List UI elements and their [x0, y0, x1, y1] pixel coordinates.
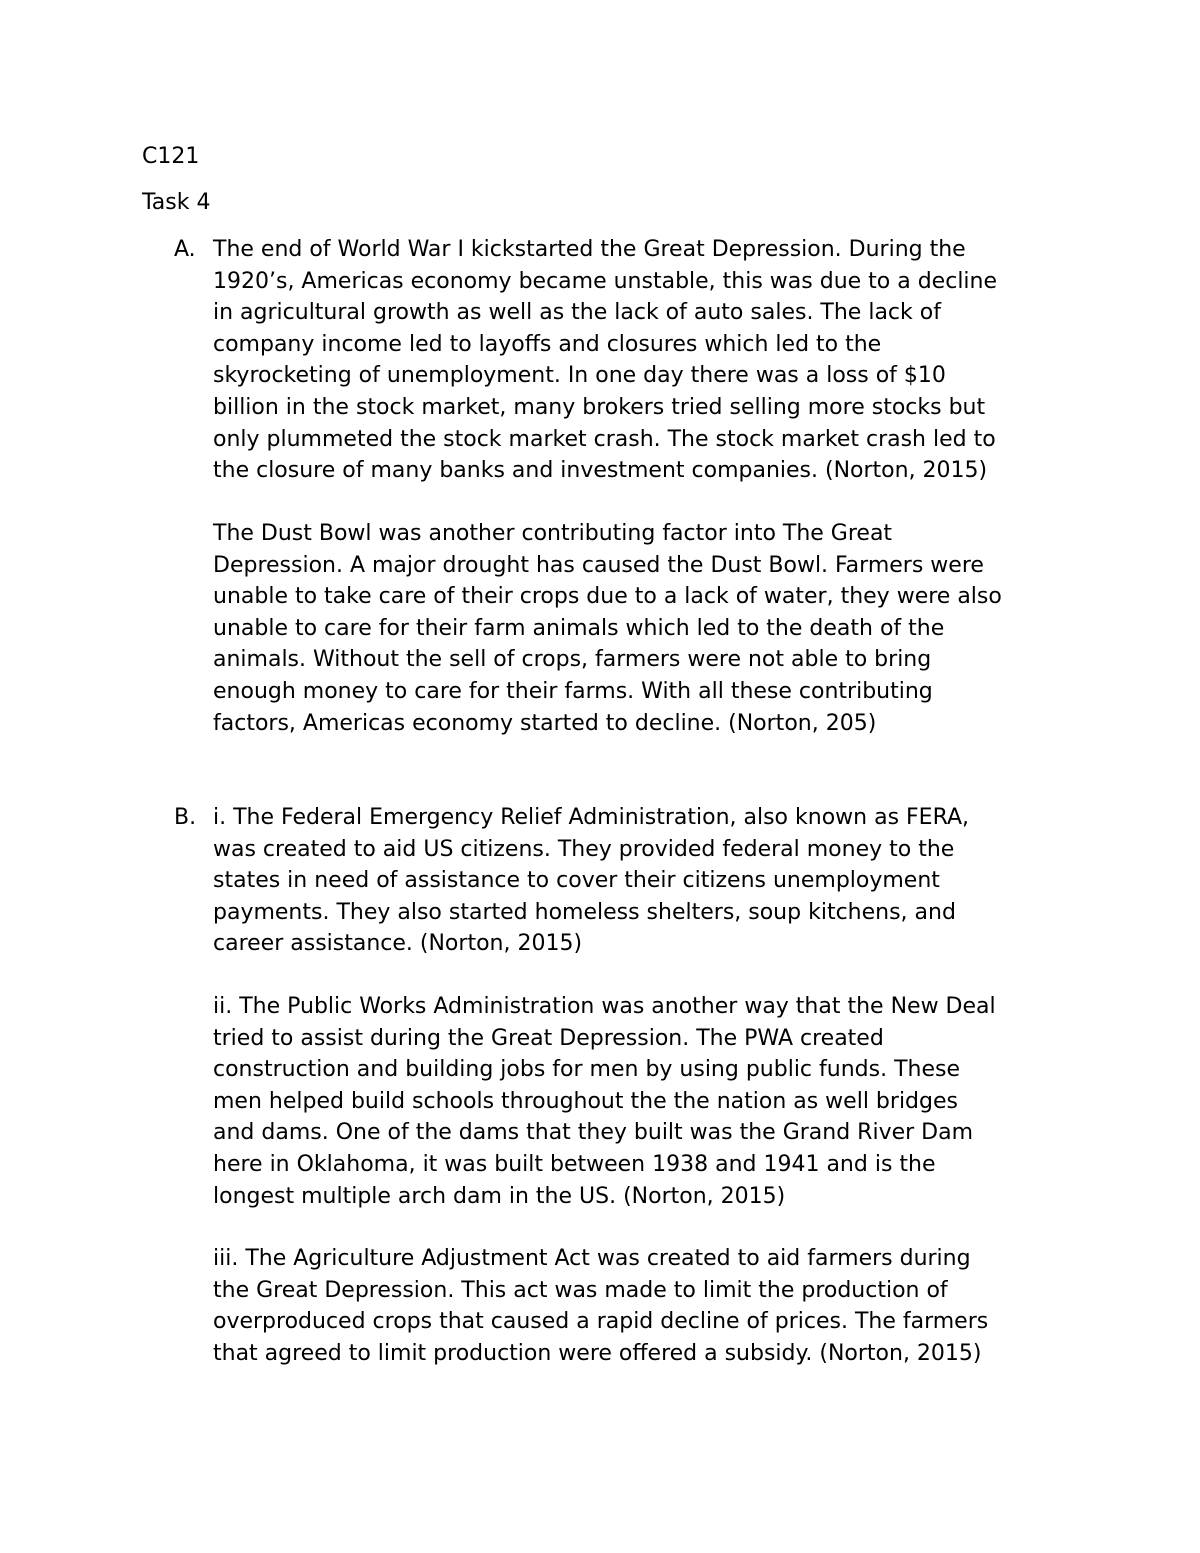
text-line: in agricultural growth as well as the lack of auto sales. The lack of	[213, 300, 941, 326]
section-a-label: A.	[174, 237, 196, 262]
section-a-paragraph-2	[213, 518, 1093, 739]
text-line: Depression. A major drought has caused the Dust Bowl. Farmers were	[213, 552, 984, 578]
text-line: here in Oklahoma, it was built between 1938 and 1941 and is the	[213, 1151, 936, 1177]
text-line: enough money to care for their farms. With all these contributing	[213, 678, 933, 704]
text-line: the closure of many banks and investment companies. (Norton, 2015)	[213, 458, 988, 484]
text-line: tried to assist during the Great Depression. The PWA created	[213, 1025, 884, 1051]
section-a-paragraph-1	[213, 234, 1093, 487]
text-line: unable to take care of their crops due to a lack of water, they were also	[213, 584, 1002, 610]
section-b-label: B.	[174, 805, 197, 830]
text-line: unable to care for their farm animals which led to the death of the	[213, 615, 945, 641]
text-line: company income led to layoffs and closures which led to the	[213, 331, 882, 357]
text-line: was created to aid US citizens. They provided federal money to the	[213, 836, 955, 862]
text-line: skyrocketing of unemployment. In one day there was a loss of $10	[213, 363, 946, 389]
text-line: that agreed to limit production were offered a subsidy. (Norton, 2015)	[213, 1340, 982, 1366]
text-line: payments. They also started homeless shelters, soup kitchens, and	[213, 899, 956, 925]
course-code: C121	[142, 144, 200, 169]
text-line: men helped build schools throughout the the nation as well bridges	[213, 1088, 958, 1114]
section-b-part-i	[213, 802, 1093, 960]
text-line: overproduced crops that caused a rapid decline of prices. The farmers	[213, 1309, 989, 1335]
text-line: longest multiple arch dam in the US. (Norton, 2015)	[213, 1183, 786, 1209]
text-line: career assistance. (Norton, 2015)	[213, 931, 583, 957]
text-line: i. The Federal Emergency Relief Administration, also known as FERA,	[213, 805, 970, 830]
text-line: iii. The Agriculture Adjustment Act was created to aid farmers during	[213, 1246, 971, 1271]
text-line: only plummeted the stock market crash. The stock market crash led to	[213, 426, 996, 452]
text-line: billion in the stock market, many brokers tried selling more stocks but	[213, 394, 986, 420]
section-b-part-iii	[213, 1243, 1093, 1369]
text-line: factors, Americas economy started to decline. (Norton, 205)	[213, 710, 877, 736]
text-line: construction and building jobs for men by using public funds. These	[213, 1057, 960, 1083]
text-line: states in need of assistance to cover their citizens unemployment	[213, 868, 940, 894]
text-line: The end of World War I kickstarted the Great Depression. During the	[213, 237, 966, 262]
text-line: the Great Depression. This act was made to limit the production of	[213, 1277, 948, 1303]
text-line: 1920’s, Americas economy became unstable, this was due to a decline	[213, 268, 998, 294]
task-title: Task 4	[142, 190, 211, 215]
text-line: and dams. One of the dams that they built was the Grand River Dam	[213, 1120, 974, 1146]
text-line: animals. Without the sell of crops, farmers were not able to bring	[213, 647, 932, 673]
section-b-part-ii	[213, 991, 1093, 1212]
text-line: ii. The Public Works Administration was another way that the New Deal	[213, 994, 996, 1019]
text-line: The Dust Bowl was another contributing factor into The Great	[213, 521, 893, 546]
